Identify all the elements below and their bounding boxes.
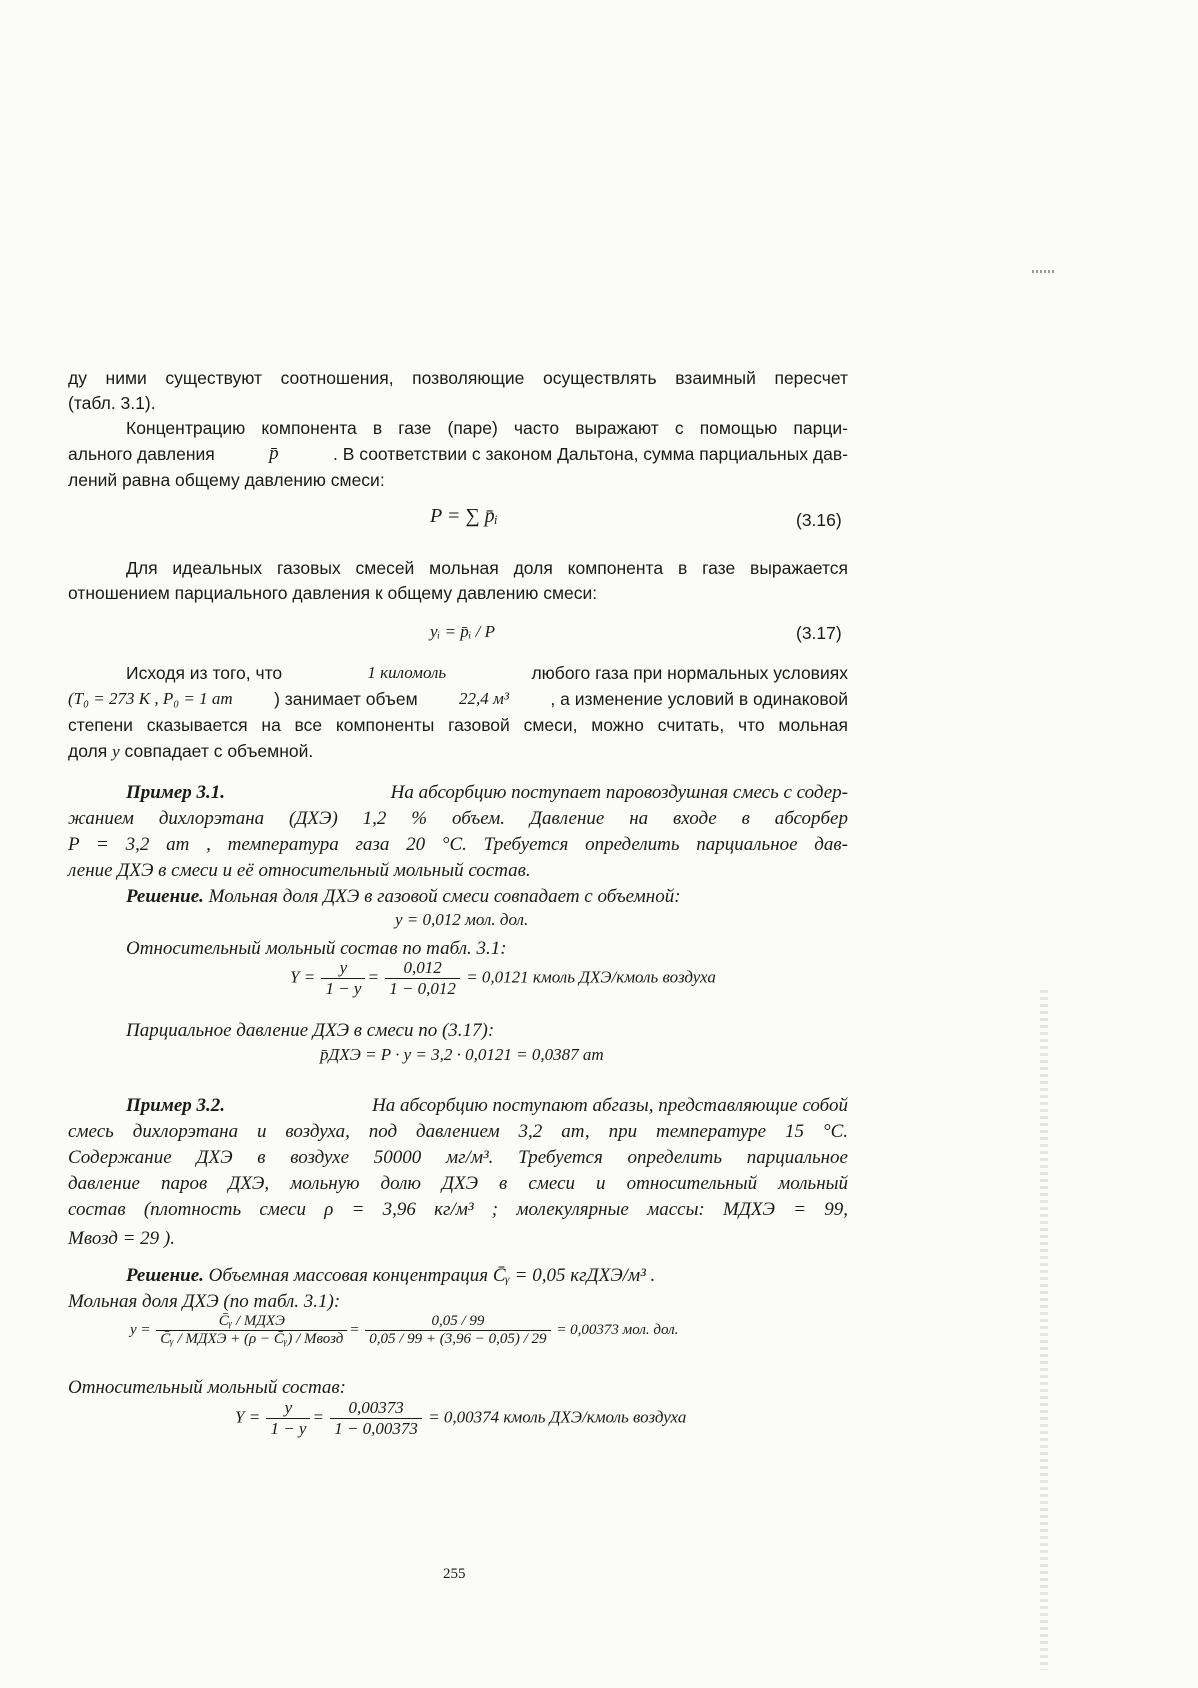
example-3-2-heading: Пример 3.2. [126, 1095, 226, 1116]
paragraph-4-line-2 [68, 686, 848, 712]
numerator: y [321, 958, 365, 979]
example-3-2-line-3: Содержание ДХЭ в воздухе 50000 мг/м³. Требуется определить парциальное [68, 1147, 848, 1168]
example-3-2-step-3: Относительный мольный состав: [68, 1377, 347, 1398]
example-3-1-line-1 [126, 780, 848, 806]
equation-3-17-number: (3.17) [796, 623, 842, 643]
p4-text-c: ) занимает объем [274, 689, 418, 709]
p4-text-b: любого газа при нормальных условиях [531, 663, 848, 683]
paragraph-4-line-1 [126, 660, 848, 686]
numerator: 0,05 / 99 [365, 1313, 550, 1331]
example-3-1-formula-2: Y = $\frac{y}{1 - y}$ = $\frac{0,012}{1 - 0,012}$ = 0,0121 кмоль ДХЭ/кмоль воздуха [290, 958, 716, 998]
paragraph-3-line-2: отношением парциального давления к общему давлению смеси: [68, 583, 598, 603]
fraction-1 [266, 1398, 310, 1439]
p2-text-b: . В соответствии с законом Дальтона, сумма парциальных дав- [332, 444, 848, 464]
example-3-2-line-1 [126, 1093, 848, 1119]
denominator: 1 − y [325, 979, 362, 998]
example-3-1-line-2: жанием дихлорэтана (ДХЭ) 1,2 % объем. Давление на входе в абсорбер [68, 808, 848, 829]
scan-edge-artifact [1040, 990, 1048, 1670]
p4-y-symbol: y [112, 742, 120, 761]
p4-normal-conditions: (T₀ = 273 K , P₀ = 1 ат [68, 689, 233, 708]
example-3-2-solution-label: Решение. [126, 1265, 204, 1286]
denominator: 1 − 0,00373 [334, 1419, 418, 1438]
equation-3-17: yᵢ = p̄ᵢ / P [430, 622, 496, 641]
paragraph-2-line-2 [68, 441, 848, 467]
example-3-1-text-1: На абсорбцию поступает паровоздушная смесь с содер- [390, 782, 848, 803]
formula-lhs: Y = [235, 1407, 261, 1427]
p4-text-a: Исходя из того, что [126, 663, 283, 683]
numerator: y [266, 1398, 310, 1419]
example-3-1-heading: Пример 3.1. [126, 782, 226, 803]
equation-3-16: P = ∑ p̄ᵢ [430, 505, 498, 527]
paragraph-2-line-1: Концентрацию компонента в газе (паре) часто выражают с помощью парци- [126, 418, 848, 438]
page-number: 255 [443, 1566, 466, 1582]
example-3-1-formula-1: y = 0,012 мол. дол. [395, 910, 529, 929]
paragraph-1-line-1: ду ними существуют соотношения, позволяющие осуществлять взаимный пересчет [68, 368, 848, 388]
p4-text-f: совпадает с объемной. [124, 741, 314, 761]
paragraph-3-line-1: Для идеальных газовых смесей мольная доля компонента в газе выражается [126, 558, 848, 578]
formula-rhs: = 0,0121 кмоль ДХЭ/кмоль воздуха [466, 967, 716, 987]
example-3-2-solution-line [126, 1263, 655, 1289]
example-3-1-solution-label: Решение. [126, 886, 204, 907]
example-3-1-line-3: P = 3,2 ат , температура газа 20 °C. Требуется определить парциальное дав- [68, 834, 848, 855]
denominator: 0,05 / 99 + (3,96 − 0,05) / 29 [369, 1331, 547, 1347]
formula-rhs: = 0,00373 мол. дол. [556, 1321, 679, 1338]
example-3-1-formula-3: p̄ДХЭ = P · y = 3,2 · 0,0121 = 0,0387 ат [320, 1045, 604, 1064]
example-3-2-step-2: Мольная доля ДХЭ (по табл. 3.1): [68, 1291, 341, 1312]
p4-kilomol: 1 киломоль [367, 663, 447, 682]
example-3-2-line-5: состав (плотность смеси ρ = 3,96 кг/м³ ; молекулярные массы: MДХЭ = 99, [68, 1199, 848, 1220]
denominator: 1 − y [270, 1419, 307, 1438]
p4-text-e: доля [68, 741, 108, 761]
paragraph-2-line-3: лений равна общему давлению смеси: [68, 470, 385, 490]
fraction-2 [330, 1398, 422, 1439]
formula-lhs: y = [130, 1321, 151, 1338]
fraction-2 [365, 1313, 550, 1348]
example-3-1-solution-text: Мольная доля ДХЭ в газовой смеси совпадает с объемной: [208, 886, 681, 907]
formula-lhs: Y = [290, 967, 316, 987]
paragraph-4-line-3: степени сказывается на все компоненты газовой смеси, можно считать, что мольная [68, 715, 848, 735]
formula-rhs: = 0,00374 кмоль ДХЭ/кмоль воздуха [428, 1407, 687, 1427]
numerator: 0,012 [385, 958, 460, 979]
p4-text-d: , а изменение условий в одинаковой [550, 689, 848, 709]
example-3-2-line-6: Mвозд = 29 ). [68, 1228, 175, 1249]
p4-volume: 22,4 м³ [459, 689, 509, 708]
example-3-1-step-3: Парциальное давление ДХЭ в смеси по (3.17): [126, 1020, 495, 1041]
example-3-2-formula-1: y = C̄ᵧ / MДХЭ C̄ᵧ / MДХЭ + (ρ − C̄ᵧ) / Mвозд = $\frac{0,05 / 99}{0,05 / 99 + (3,96 - 0,05) / 29}$ = 0,00373 мол. дол. [130, 1313, 679, 1347]
p2-text-a: ального давления [68, 444, 215, 464]
fraction-2 [385, 958, 460, 999]
fraction-1 [156, 1313, 347, 1348]
scan-speck [1032, 270, 1054, 273]
example-3-2-text-1: На абсорбцию поступают абгазы, представляющие собой [372, 1095, 848, 1116]
pressure-symbol: p̄ [269, 443, 279, 464]
denominator: C̄ᵧ / MДХЭ + (ρ − C̄ᵧ) / Mвозд [160, 1331, 344, 1347]
example-3-1-line-4: ление ДХЭ в смеси и её относительный мольный состав. [68, 860, 531, 881]
example-3-2-line-4: давление паров ДХЭ, мольную долю ДХЭ в смеси и относительный мольный [68, 1173, 848, 1194]
paragraph-1-line-2: (табл. 3.1). [68, 393, 156, 413]
fraction-1 [321, 958, 365, 999]
example-3-1-step-2: Относительный мольный состав по табл. 3.1: [126, 938, 507, 959]
numerator: C̄ᵧ / MДХЭ [156, 1313, 347, 1331]
numerator: 0,00373 [330, 1398, 422, 1419]
denominator: 1 − 0,012 [389, 979, 456, 998]
paragraph-4-line-4 [68, 738, 313, 765]
example-3-1-solution-line [126, 884, 681, 910]
example-3-2-solution-text: Объемная массовая концентрация C̄ᵧ = 0,05 кгДХЭ/м³ . [208, 1265, 656, 1286]
equation-3-16-number: (3.16) [796, 510, 842, 530]
example-3-2-formula-2: Y = $\frac{y}{1 - y}$ = $\frac{0,00373}{1 - 0,00373}$ = 0,00374 кмоль ДХЭ/кмоль воздуха [235, 1398, 687, 1438]
example-3-2-line-2: смесь дихлорэтана и воздуха, под давлением 3,2 ат, при температуре 15 °C. [68, 1121, 848, 1142]
